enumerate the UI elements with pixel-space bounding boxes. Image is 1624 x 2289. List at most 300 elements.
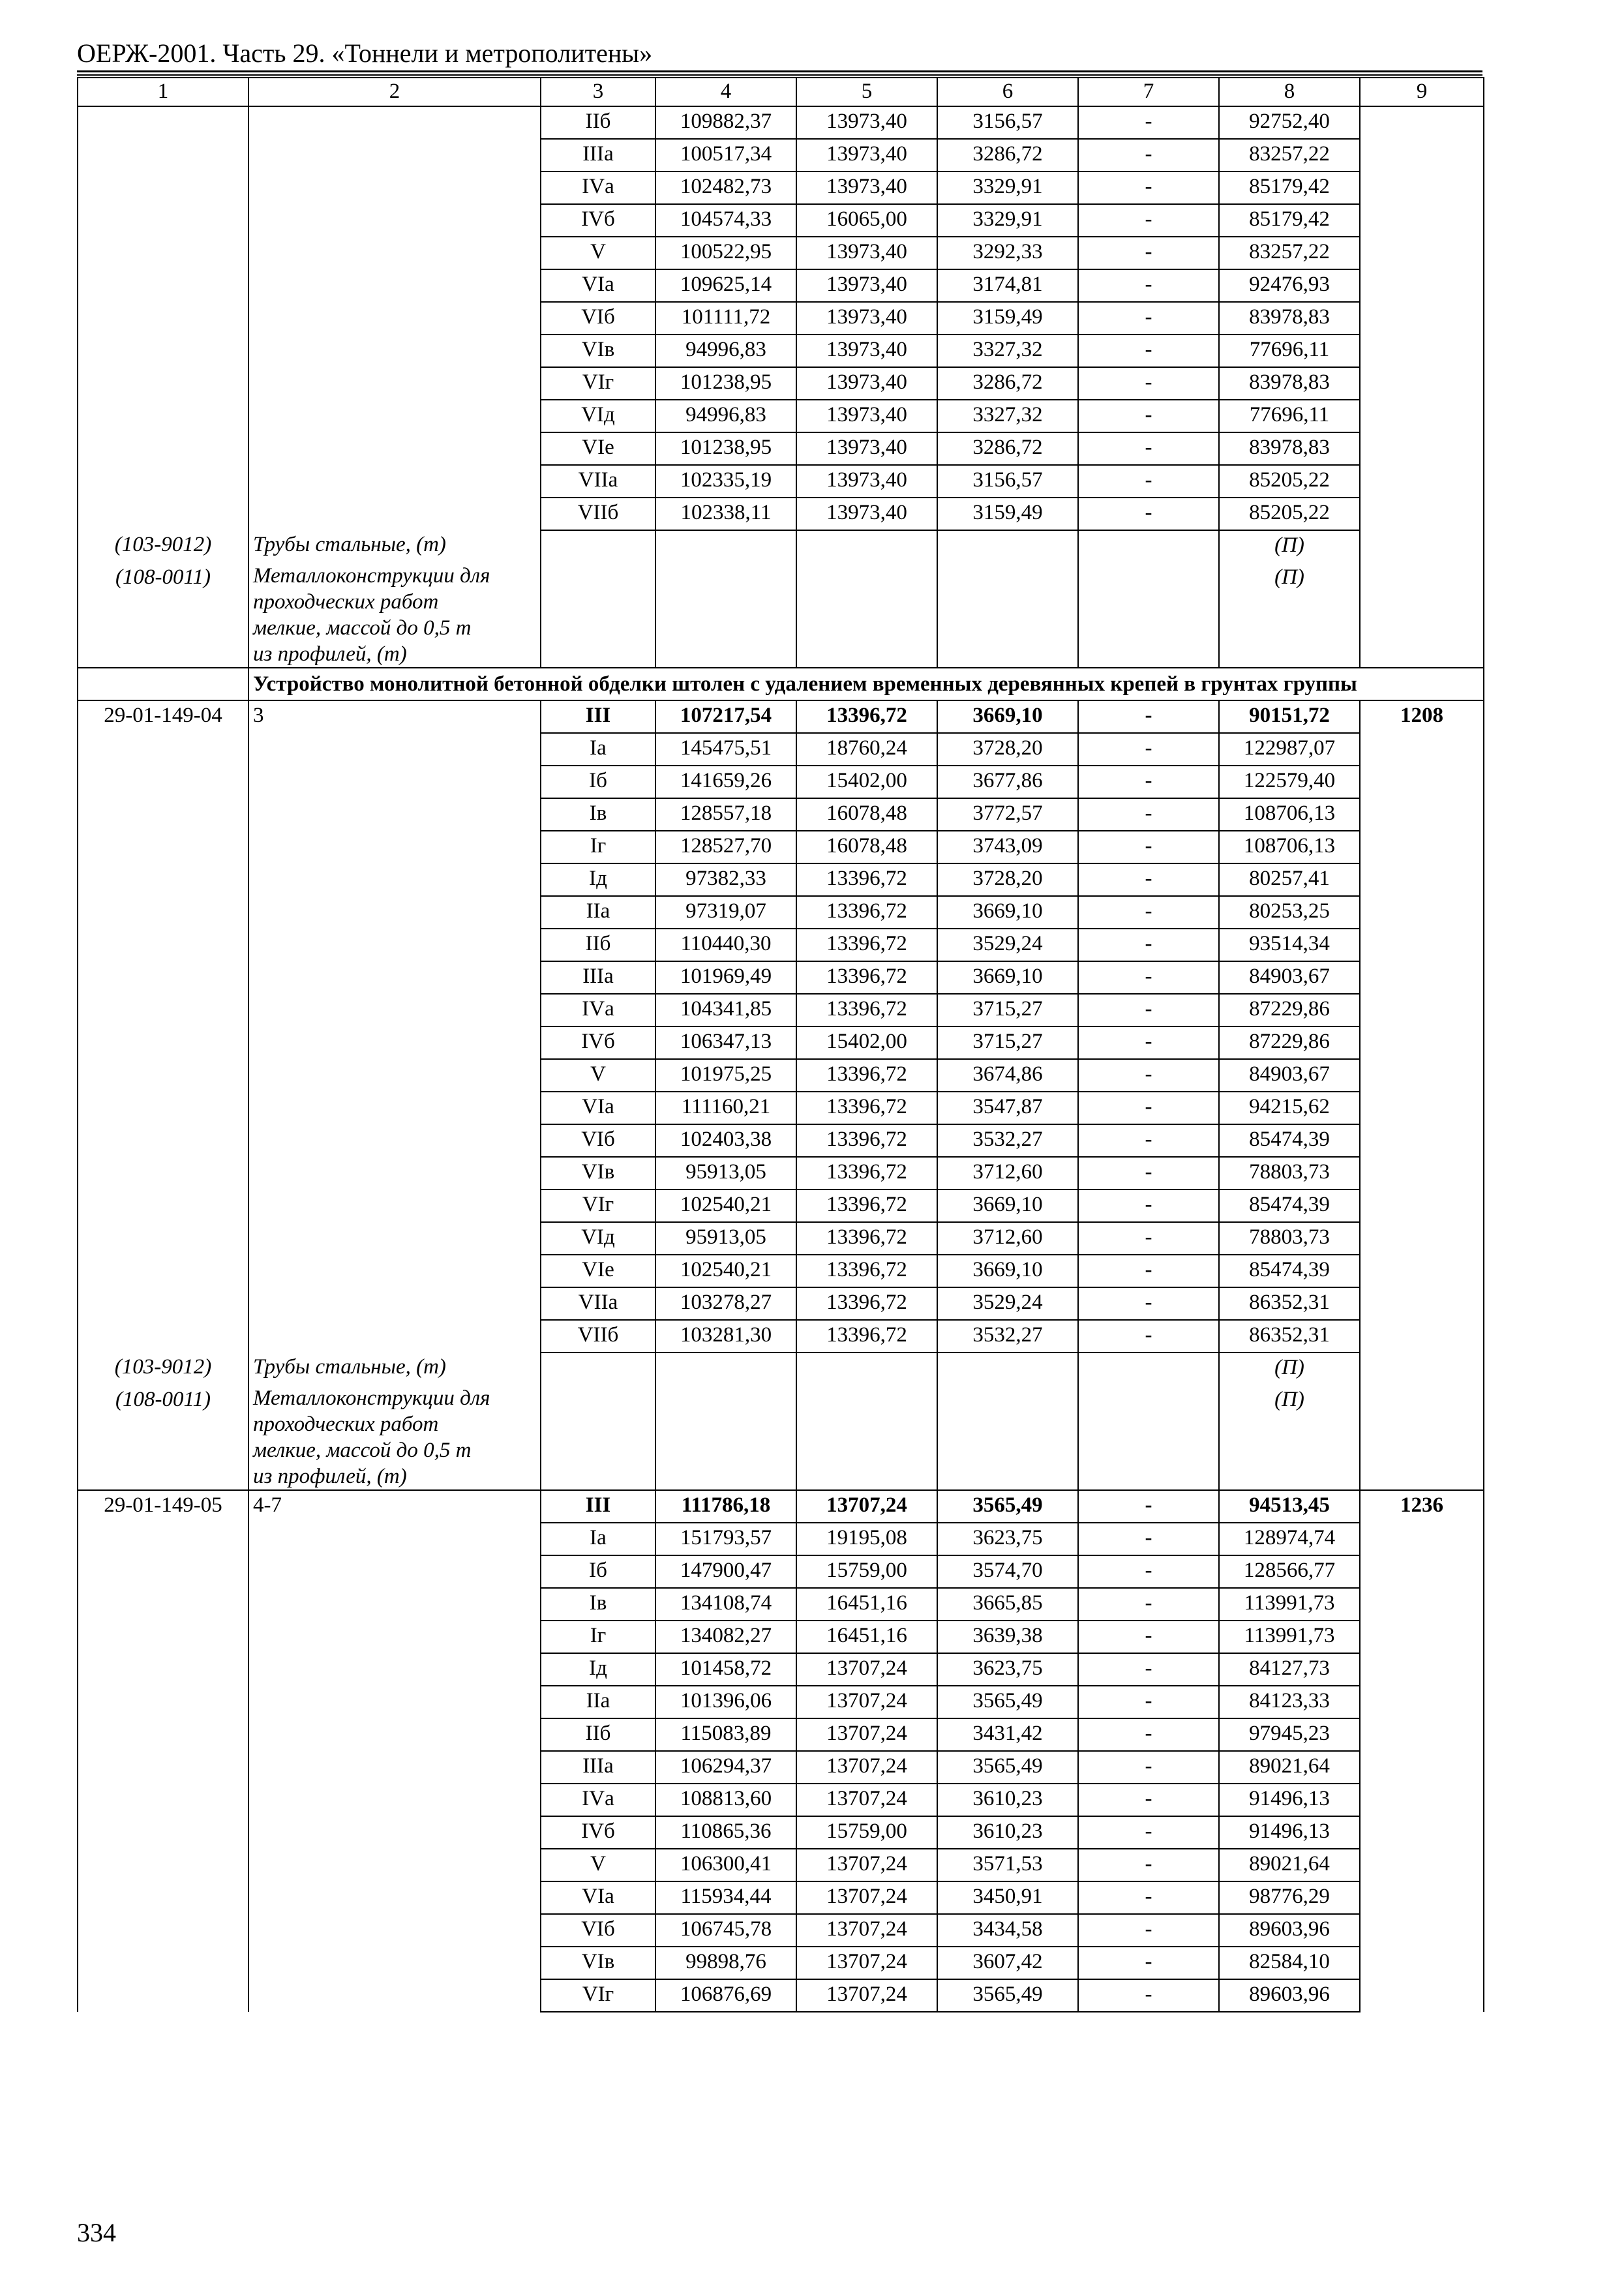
- cell-materials: 91496,13: [1219, 1784, 1360, 1816]
- cell-drivers-wages: -: [1078, 1588, 1219, 1621]
- cell-total: 115083,89: [655, 1718, 796, 1751]
- cell-machines: 3743,09: [937, 831, 1078, 863]
- cell-wages: 13707,24: [796, 1947, 937, 1979]
- entry-main-row: [78, 1490, 1484, 1523]
- cell-option: VIб: [541, 1914, 655, 1947]
- cell-option: III: [541, 700, 655, 733]
- cell-machines: 3669,10: [937, 1255, 1078, 1287]
- cell-drivers-wages: -: [1078, 269, 1219, 302]
- cell-total: 141659,26: [655, 766, 796, 798]
- cell-machines: 3565,49: [937, 1686, 1078, 1718]
- cell-option: Iг: [541, 831, 655, 863]
- cell-option: VIIб: [541, 1320, 655, 1353]
- cell-total: 101458,72: [655, 1653, 796, 1686]
- cell-drivers-wages: -: [1078, 172, 1219, 204]
- cell-drivers-wages: -: [1078, 302, 1219, 335]
- cell-wages: 13396,72: [796, 929, 937, 961]
- cell-materials: 85474,39: [1219, 1189, 1360, 1222]
- cell-total: 145475,51: [655, 733, 796, 766]
- cell-machines: 3292,33: [937, 237, 1078, 269]
- cell-wages: 13707,24: [796, 1653, 937, 1686]
- cell-total: 100522,95: [655, 237, 796, 269]
- cell-drivers-wages: -: [1078, 1555, 1219, 1588]
- cell-option: Iа: [541, 1523, 655, 1555]
- cell-drivers-wages: -: [1078, 432, 1219, 465]
- cell-materials: 97945,23: [1219, 1718, 1360, 1751]
- cell-materials: 91496,13: [1219, 1816, 1360, 1849]
- cell-option: III: [541, 1490, 655, 1523]
- cell-machines: 3565,49: [937, 1979, 1078, 2012]
- cell-materials: 85205,22: [1219, 465, 1360, 498]
- cell-total: 109625,14: [655, 269, 796, 302]
- cell-materials: 113991,73: [1219, 1621, 1360, 1653]
- cell-total: 102338,11: [655, 498, 796, 530]
- cell-total: 106300,41: [655, 1849, 796, 1881]
- cell-option: Iд: [541, 1653, 655, 1686]
- cell-drivers-wages: -: [1078, 994, 1219, 1026]
- empty-cell: [1360, 1353, 1484, 1385]
- cell-drivers-wages: -: [1078, 733, 1219, 766]
- cell-materials: 85179,42: [1219, 172, 1360, 204]
- cell-option: VIб: [541, 302, 655, 335]
- cell-option: VIг: [541, 1979, 655, 2012]
- cell-wages: 15759,00: [796, 1555, 937, 1588]
- cell-wages: 13973,40: [796, 367, 937, 400]
- cell-total: 110440,30: [655, 929, 796, 961]
- cell-materials: 84903,67: [1219, 1059, 1360, 1092]
- cell-wages: 13707,24: [796, 1751, 937, 1784]
- cell-option: Iв: [541, 1588, 655, 1621]
- cell-drivers-wages: -: [1078, 204, 1219, 237]
- cell-materials: 85474,39: [1219, 1124, 1360, 1157]
- cell-total: 103278,27: [655, 1287, 796, 1320]
- cell-wages: 16078,48: [796, 831, 937, 863]
- cell-materials: 82584,10: [1219, 1947, 1360, 1979]
- cell-wages: 13973,40: [796, 172, 937, 204]
- cell-drivers-wages: -: [1078, 1816, 1219, 1849]
- cell-materials: 94215,62: [1219, 1092, 1360, 1124]
- cell-materials: 89603,96: [1219, 1914, 1360, 1947]
- cell-wages: 19195,08: [796, 1523, 937, 1555]
- cell-drivers-wages: -: [1078, 1621, 1219, 1653]
- material-name: [248, 563, 541, 668]
- cell-drivers-wages: -: [1078, 1849, 1219, 1881]
- material-code: (108-0011): [78, 563, 248, 668]
- cell-wages: 16078,48: [796, 798, 937, 831]
- cell-materials: 77696,11: [1219, 335, 1360, 367]
- cell-materials: 78803,73: [1219, 1222, 1360, 1255]
- cell-total: 101238,95: [655, 367, 796, 400]
- cell-machines: 3532,27: [937, 1124, 1078, 1157]
- cell-wages: 13396,72: [796, 1189, 937, 1222]
- material-name: [248, 1385, 541, 1490]
- cell-drivers-wages: -: [1078, 1222, 1219, 1255]
- cell-total: 134108,74: [655, 1588, 796, 1621]
- cell-machines: 3565,49: [937, 1751, 1078, 1784]
- cell-machines: 3669,10: [937, 700, 1078, 733]
- cell-machines: 3712,60: [937, 1222, 1078, 1255]
- cell-materials: 98776,29: [1219, 1881, 1360, 1914]
- cell-wages: 13707,24: [796, 1881, 937, 1914]
- cell-materials: 92752,40: [1219, 106, 1360, 139]
- cell-option: IIIа: [541, 139, 655, 172]
- column-number: 4: [655, 78, 796, 106]
- cell-drivers-wages: -: [1078, 1979, 1219, 2012]
- cell-col9: [1360, 106, 1484, 530]
- cell-drivers-wages: -: [1078, 831, 1219, 863]
- cell-drivers-wages: -: [1078, 1751, 1219, 1784]
- cell-option: IIа: [541, 1686, 655, 1718]
- material-mark: (П): [1219, 1353, 1360, 1385]
- column-number: 5: [796, 78, 937, 106]
- cell-wages: 13396,72: [796, 994, 937, 1026]
- material-name-line: мелкие, массой до 0,5 т: [253, 1439, 472, 1462]
- cell-machines: 3529,24: [937, 929, 1078, 961]
- cell-machines: 3669,10: [937, 896, 1078, 929]
- cell-drivers-wages: -: [1078, 1124, 1219, 1157]
- empty-cell: [937, 530, 1078, 563]
- cell-option: V: [541, 237, 655, 269]
- cell-option: VIв: [541, 1157, 655, 1189]
- cell-total: 101975,25: [655, 1059, 796, 1092]
- cell-machines: 3329,91: [937, 172, 1078, 204]
- cell-total: 101111,72: [655, 302, 796, 335]
- cell-wages: 13396,72: [796, 961, 937, 994]
- cell-materials: 85205,22: [1219, 498, 1360, 530]
- cell-drivers-wages: -: [1078, 465, 1219, 498]
- cell-materials: 83257,22: [1219, 237, 1360, 269]
- column-number: 7: [1078, 78, 1219, 106]
- cell-materials: 86352,31: [1219, 1320, 1360, 1353]
- empty-cell: [78, 668, 248, 700]
- empty-cell: [1360, 530, 1484, 563]
- cell-machines: 3450,91: [937, 1881, 1078, 1914]
- entry-code: 29-01-149-04: [78, 700, 248, 1353]
- cell-machines: 3610,23: [937, 1816, 1078, 1849]
- cell-drivers-wages: -: [1078, 1653, 1219, 1686]
- cell-total: 134082,27: [655, 1621, 796, 1653]
- material-name: Трубы стальные, (т): [248, 1353, 541, 1385]
- cell-materials: 113991,73: [1219, 1588, 1360, 1621]
- cell-machines: 3712,60: [937, 1157, 1078, 1189]
- cell-option: VIIб: [541, 498, 655, 530]
- cell-drivers-wages: -: [1078, 766, 1219, 798]
- cell-materials: 92476,93: [1219, 269, 1360, 302]
- cell-machines: 3159,49: [937, 498, 1078, 530]
- cell-drivers-wages: -: [1078, 961, 1219, 994]
- cell-total: 101396,06: [655, 1686, 796, 1718]
- cell-total: 106347,13: [655, 1026, 796, 1059]
- cell-total: 151793,57: [655, 1523, 796, 1555]
- cell-wages: 16065,00: [796, 204, 937, 237]
- section-title-row: [78, 668, 1484, 700]
- cell-wages: 15402,00: [796, 1026, 937, 1059]
- cell-materials: 80257,41: [1219, 863, 1360, 896]
- column-number: 1: [78, 78, 248, 106]
- price-table: [77, 77, 1484, 2012]
- cell-materials: 108706,13: [1219, 798, 1360, 831]
- cell-machines: 3571,53: [937, 1849, 1078, 1881]
- cell-total: 115934,44: [655, 1881, 796, 1914]
- cell-machines: 3607,42: [937, 1947, 1078, 1979]
- cell-drivers-wages: -: [1078, 367, 1219, 400]
- cell-wages: 13973,40: [796, 302, 937, 335]
- cell-drivers-wages: -: [1078, 1059, 1219, 1092]
- cell-wages: 13973,40: [796, 432, 937, 465]
- cell-option: VIг: [541, 1189, 655, 1222]
- cell-option: VIд: [541, 400, 655, 432]
- cell-drivers-wages: -: [1078, 1092, 1219, 1124]
- empty-cell: [541, 563, 655, 668]
- cell-wages: 15402,00: [796, 766, 937, 798]
- cell-option: IIб: [541, 929, 655, 961]
- cell-drivers-wages: -: [1078, 139, 1219, 172]
- cell-drivers-wages: -: [1078, 237, 1219, 269]
- cell-total: 97382,33: [655, 863, 796, 896]
- cell-machines: 3574,70: [937, 1555, 1078, 1588]
- cell-drivers-wages: -: [1078, 498, 1219, 530]
- cell-machines: 3565,49: [937, 1490, 1078, 1523]
- cell-machines: 3434,58: [937, 1914, 1078, 1947]
- cell-materials: 84127,73: [1219, 1653, 1360, 1686]
- cell-machines: 3286,72: [937, 139, 1078, 172]
- cell-wages: 13707,24: [796, 1784, 937, 1816]
- empty-cell: [796, 563, 937, 668]
- cell-drivers-wages: -: [1078, 1287, 1219, 1320]
- cell-total: 94996,83: [655, 335, 796, 367]
- cell-materials: 108706,13: [1219, 831, 1360, 863]
- cell-drivers-wages: -: [1078, 1881, 1219, 1914]
- cell-drivers-wages: -: [1078, 1157, 1219, 1189]
- cell-option: VIд: [541, 1222, 655, 1255]
- cell-total: 97319,07: [655, 896, 796, 929]
- cell-total: 147900,47: [655, 1555, 796, 1588]
- cell-materials: 122987,07: [1219, 733, 1360, 766]
- empty-cell: [1078, 1353, 1219, 1385]
- cell-wages: 15759,00: [796, 1816, 937, 1849]
- material-name-line: мелкие, массой до 0,5 т: [253, 616, 472, 640]
- empty-cell: [541, 530, 655, 563]
- cell-option: Iа: [541, 733, 655, 766]
- empty-cell: [1078, 563, 1219, 668]
- empty-cell: [541, 1385, 655, 1490]
- cell-wages: 16451,16: [796, 1588, 937, 1621]
- empty-cell: [1360, 563, 1484, 668]
- cell-materials: 80253,25: [1219, 896, 1360, 929]
- cell-wages: 13396,72: [796, 896, 937, 929]
- cell-option: VIг: [541, 367, 655, 400]
- cell-drivers-wages: -: [1078, 863, 1219, 896]
- column-number: 6: [937, 78, 1078, 106]
- cell-wages: 13396,72: [796, 1157, 937, 1189]
- empty-cell: [1360, 1385, 1484, 1490]
- cell-option: IVб: [541, 204, 655, 237]
- cell-total: 106294,37: [655, 1751, 796, 1784]
- cell-total: 106745,78: [655, 1914, 796, 1947]
- cell-materials: 93514,34: [1219, 929, 1360, 961]
- material-code: (108-0011): [78, 1385, 248, 1490]
- empty-cell: [937, 1385, 1078, 1490]
- cell-option: IIIа: [541, 1751, 655, 1784]
- entry-group: 4-7: [248, 1490, 541, 2012]
- cell-materials: 85179,42: [1219, 204, 1360, 237]
- cell-option: IIа: [541, 896, 655, 929]
- cell-materials: 83978,83: [1219, 367, 1360, 400]
- cell-option: IVа: [541, 994, 655, 1026]
- column-number: 9: [1360, 78, 1484, 106]
- material-mark: (П): [1219, 530, 1360, 563]
- cell-drivers-wages: -: [1078, 1026, 1219, 1059]
- material-name-line: из профилей, (т): [253, 642, 407, 666]
- cell-option: IVа: [541, 172, 655, 204]
- cell-materials: 128974,74: [1219, 1523, 1360, 1555]
- cell-machines: 3159,49: [937, 302, 1078, 335]
- cell-wages: 13396,72: [796, 863, 937, 896]
- cell-wages: 13973,40: [796, 335, 937, 367]
- cell-machines: 3639,38: [937, 1621, 1078, 1653]
- cell-materials: 83257,22: [1219, 139, 1360, 172]
- entry-col9: 1236: [1360, 1490, 1484, 2012]
- cell-drivers-wages: -: [1078, 1255, 1219, 1287]
- cell-option: Iд: [541, 863, 655, 896]
- cell-option: VIв: [541, 1947, 655, 1979]
- cell-wages: 13707,24: [796, 1914, 937, 1947]
- header-rule: [77, 70, 1482, 72]
- material-row: [78, 563, 1484, 668]
- cell-wages: 13707,24: [796, 1490, 937, 1523]
- cell-option: VIIа: [541, 465, 655, 498]
- cell-total: 128527,70: [655, 831, 796, 863]
- cell-machines: 3156,57: [937, 465, 1078, 498]
- entry-code: 29-01-149-05: [78, 1490, 248, 2012]
- cell-total: 102540,21: [655, 1255, 796, 1287]
- cell-option: VIа: [541, 1881, 655, 1914]
- cell-machines: 3431,42: [937, 1718, 1078, 1751]
- cell-materials: 89603,96: [1219, 1979, 1360, 2012]
- cell-total: 95913,05: [655, 1157, 796, 1189]
- cell-wages: 13707,24: [796, 1849, 937, 1881]
- material-name: Трубы стальные, (т): [248, 530, 541, 563]
- cell-drivers-wages: -: [1078, 1523, 1219, 1555]
- cell-drivers-wages: -: [1078, 798, 1219, 831]
- material-row: [78, 1385, 1484, 1490]
- cell-option: Iб: [541, 766, 655, 798]
- cell-option: Iб: [541, 1555, 655, 1588]
- cell-total: 111786,18: [655, 1490, 796, 1523]
- column-number: 3: [541, 78, 655, 106]
- cell-wages: 13396,72: [796, 700, 937, 733]
- cell-machines: 3532,27: [937, 1320, 1078, 1353]
- cell-option: Iг: [541, 1621, 655, 1653]
- cell-option: IVб: [541, 1026, 655, 1059]
- cell-total: 109882,37: [655, 106, 796, 139]
- cell-option: VIа: [541, 1092, 655, 1124]
- cell-wages: 13396,72: [796, 1092, 937, 1124]
- empty-cell: [655, 1353, 796, 1385]
- cell-drivers-wages: -: [1078, 1686, 1219, 1718]
- cell-machines: 3677,86: [937, 766, 1078, 798]
- cell-option: VIа: [541, 269, 655, 302]
- cell-materials: 87229,86: [1219, 994, 1360, 1026]
- cell-wages: 13973,40: [796, 139, 937, 172]
- cell-wages: 16451,16: [796, 1621, 937, 1653]
- cell-materials: 122579,40: [1219, 766, 1360, 798]
- cell-drivers-wages: -: [1078, 335, 1219, 367]
- cell-wages: 13973,40: [796, 106, 937, 139]
- cell-option: VIв: [541, 335, 655, 367]
- section-title: Устройство монолитной бетонной обделки штолен с удалением временных деревянных крепей в грунтах группы: [248, 668, 1484, 700]
- cell-option: V: [541, 1059, 655, 1092]
- cell-option: VIб: [541, 1124, 655, 1157]
- cell-materials: 87229,86: [1219, 1026, 1360, 1059]
- cell-materials: 84123,33: [1219, 1686, 1360, 1718]
- cell-machines: 3156,57: [937, 106, 1078, 139]
- cell-option: IIб: [541, 106, 655, 139]
- cell-total: 101969,49: [655, 961, 796, 994]
- cell-total: 99898,76: [655, 1947, 796, 1979]
- cell-total: 111160,21: [655, 1092, 796, 1124]
- cell-wages: 13973,40: [796, 465, 937, 498]
- cell-machines: 3529,24: [937, 1287, 1078, 1320]
- empty-cell: [655, 530, 796, 563]
- empty-cell: [541, 1353, 655, 1385]
- material-code: (103-9012): [78, 1353, 248, 1385]
- cell-total: 128557,18: [655, 798, 796, 831]
- material-mark: (П): [1219, 1385, 1360, 1490]
- page-number: 334: [77, 2218, 116, 2247]
- material-name-line: проходческих работ: [253, 590, 439, 614]
- cell-machines: 3669,10: [937, 1189, 1078, 1222]
- cell-option: VIIа: [541, 1287, 655, 1320]
- cell-option: Iв: [541, 798, 655, 831]
- cell-machines: 3665,85: [937, 1588, 1078, 1621]
- cell-total: 110865,36: [655, 1816, 796, 1849]
- cell-wages: 13396,72: [796, 1287, 937, 1320]
- cell-drivers-wages: -: [1078, 1947, 1219, 1979]
- empty-cell: [655, 1385, 796, 1490]
- cell-materials: 84903,67: [1219, 961, 1360, 994]
- cell-wages: 18760,24: [796, 733, 937, 766]
- material-code: (103-9012): [78, 530, 248, 563]
- cell-materials: 89021,64: [1219, 1849, 1360, 1881]
- cell-drivers-wages: -: [1078, 1718, 1219, 1751]
- cell-machines: 3286,72: [937, 432, 1078, 465]
- cell-machines: 3610,23: [937, 1784, 1078, 1816]
- cell-wages: 13973,40: [796, 498, 937, 530]
- cell-drivers-wages: -: [1078, 929, 1219, 961]
- cell-materials: 78803,73: [1219, 1157, 1360, 1189]
- entry-main-row: [78, 700, 1484, 733]
- entry-col9: 1208: [1360, 700, 1484, 1353]
- cell-total: 103281,30: [655, 1320, 796, 1353]
- cell-total: 100517,34: [655, 139, 796, 172]
- table-row: [78, 106, 1484, 139]
- empty-cell: [796, 1353, 937, 1385]
- empty-cell: [796, 1385, 937, 1490]
- cell-machines: 3327,32: [937, 400, 1078, 432]
- cell-total: 104574,33: [655, 204, 796, 237]
- material-name-line: проходческих работ: [253, 1413, 439, 1436]
- cell-wages: 13707,24: [796, 1979, 937, 2012]
- cell-name: [248, 106, 541, 530]
- cell-materials: 85474,39: [1219, 1255, 1360, 1287]
- column-number: 2: [248, 78, 541, 106]
- cell-option: V: [541, 1849, 655, 1881]
- cell-total: 102335,19: [655, 465, 796, 498]
- cell-option: IIб: [541, 1718, 655, 1751]
- material-name-line: Металлоконструкции для: [253, 564, 490, 588]
- cell-drivers-wages: -: [1078, 1189, 1219, 1222]
